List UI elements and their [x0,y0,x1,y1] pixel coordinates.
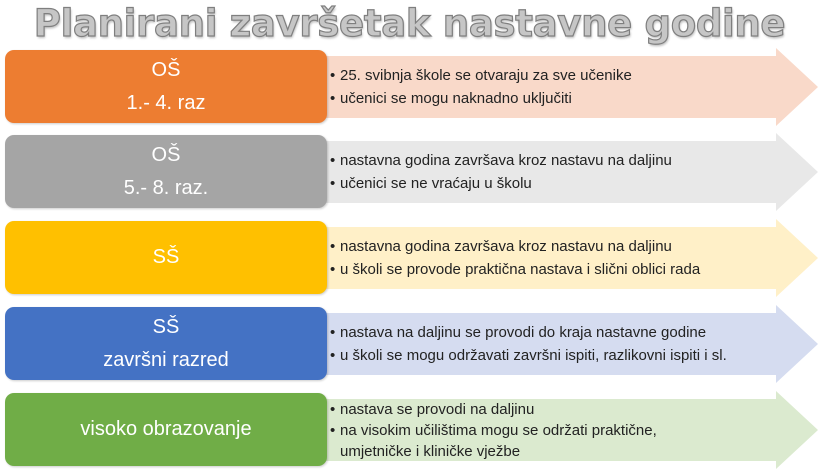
row-label-line: visoko obrazovanje [80,418,252,440]
row-label-box [5,393,327,466]
row-os-1-4 [0,47,819,127]
row-label-line: OŠ [151,58,181,81]
bullet-dot-icon: • [330,238,336,255]
row-bullets [330,132,770,212]
row-label-box [5,307,327,380]
row-label-line: OŠ [151,143,181,166]
bullet-text: 25. svibnja škole se otvaraju za sve učenike [340,67,632,84]
row-label-line: SŠ [152,315,180,338]
row-label-line: završni razred [103,348,229,371]
bullet-text: u školi se provode praktična nastava i slični oblici rada [340,261,701,278]
row-bullets [330,47,770,127]
row-ss-zavrsni [0,304,819,384]
row-label-line: SŠ [152,246,180,268]
row-label-line: 1.- 4. raz [126,91,206,114]
row-label-line: 5.- 8. raz. [123,176,209,199]
bullet-text: nastavna godina završava kroz nastavu na daljinu [340,152,672,169]
bullet-item [330,321,770,344]
bullet-item [330,87,770,110]
row-label-box [5,50,327,123]
bullet-text: nastavna godina završava kroz nastavu na daljinu [340,238,672,255]
row-label-box [5,221,327,294]
bullet-item [330,64,770,87]
bullet-text: učenici se ne vraćaju u školu [340,175,532,192]
bullet-dot-icon: • [330,347,336,364]
bullet-text: učenici se mogu naknadno uključiti [340,90,572,107]
row-visoko [0,390,819,470]
bullet-dot-icon: • [330,90,336,107]
row-label-box [5,135,327,208]
bullet-dot-icon: • [330,261,336,278]
bullet-text: u školi se mogu održavati završni ispiti, razlikovni ispiti i sl. [340,347,727,364]
bullet-text: na visokim učilištima mogu se održati praktične, umjetničke i kliničke vježbe [340,421,657,460]
bullet-item [330,149,770,172]
row-bullets [330,304,770,384]
bullet-item [330,344,770,367]
bullet-item [330,258,770,281]
row-bullets [330,218,770,298]
bullet-text: nastava se provodi na daljinu [340,400,535,418]
row-ss [0,218,819,298]
row-bullets [330,390,770,470]
bullet-item [330,235,770,258]
bullet-item [330,399,770,420]
bullet-text: nastava na daljinu se provodi do kraja nastavne godine [340,324,707,341]
bullet-dot-icon: • [330,324,336,341]
row-os-5-8 [0,132,819,212]
bullet-dot-icon: • [330,421,336,439]
bullet-dot-icon: • [330,67,336,84]
page-title: Planirani završetak nastavne godine [33,2,786,45]
bullet-dot-icon: • [330,152,336,169]
bullet-dot-icon: • [330,400,336,418]
bullet-dot-icon: • [330,175,336,192]
bullet-item [330,172,770,195]
bullet-item [330,420,770,462]
